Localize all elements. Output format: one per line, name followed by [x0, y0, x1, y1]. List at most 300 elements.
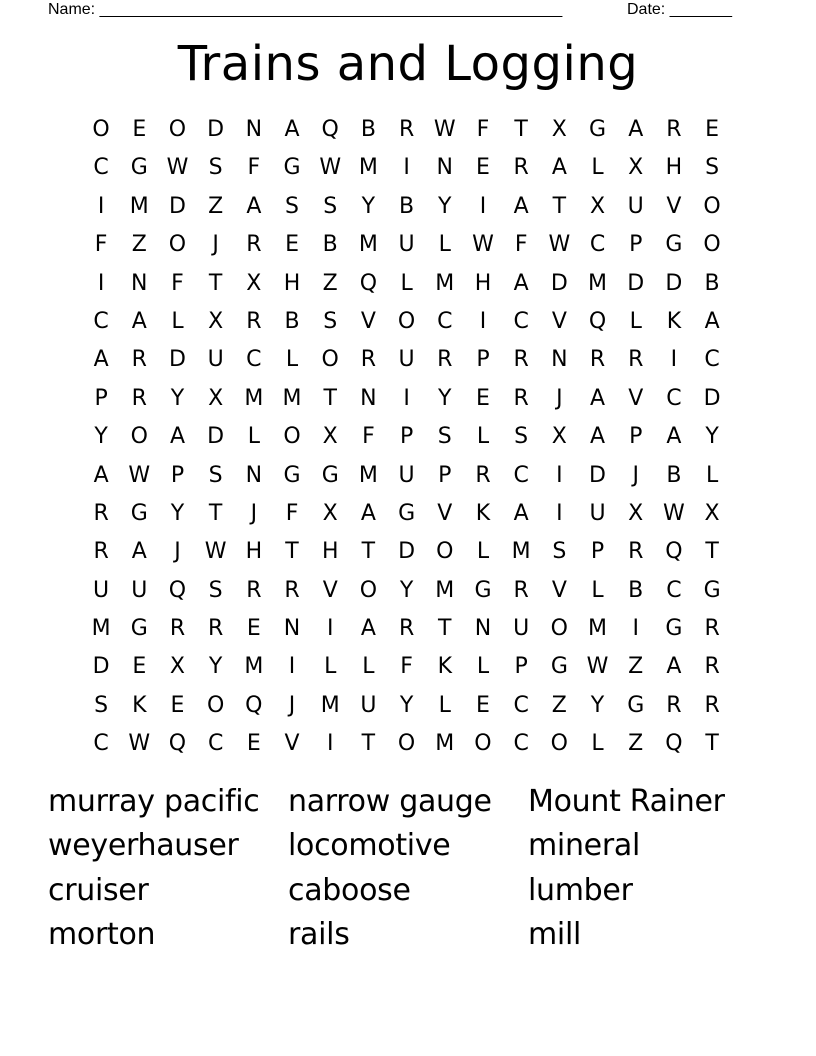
- grid-letter[interactable]: P: [438, 462, 452, 488]
- grid-letter[interactable]: I: [403, 155, 410, 181]
- grid-letter[interactable]: R: [93, 539, 109, 565]
- grid-letter[interactable]: A: [93, 462, 109, 488]
- grid-letter[interactable]: W: [663, 500, 685, 526]
- grid-letter[interactable]: H: [665, 155, 683, 181]
- grid-letter[interactable]: T: [438, 616, 452, 642]
- grid-letter[interactable]: L: [285, 347, 299, 373]
- grid-letter[interactable]: V: [322, 577, 338, 603]
- grid-letter[interactable]: G: [665, 232, 683, 258]
- grid-letter[interactable]: L: [362, 654, 375, 680]
- grid-letter[interactable]: T: [552, 193, 567, 219]
- grid-letter[interactable]: J: [212, 232, 219, 258]
- grid-letter[interactable]: L: [324, 654, 337, 680]
- grid-letter[interactable]: O: [168, 232, 187, 258]
- grid-letter[interactable]: R: [131, 385, 147, 411]
- grid-letter[interactable]: W: [204, 539, 227, 565]
- grid-letter[interactable]: W: [128, 731, 151, 757]
- grid-letter[interactable]: A: [590, 424, 606, 450]
- grid-letter[interactable]: H: [321, 539, 339, 565]
- grid-letter[interactable]: M: [588, 616, 608, 642]
- grid-letter[interactable]: C: [207, 731, 224, 757]
- grid-letter[interactable]: Y: [705, 424, 719, 450]
- grid-letter[interactable]: B: [360, 117, 376, 142]
- grid-letter[interactable]: M: [320, 692, 340, 718]
- grid-letter[interactable]: V: [551, 577, 567, 603]
- grid-letter[interactable]: F: [94, 232, 108, 258]
- grid-letter[interactable]: X: [322, 424, 338, 450]
- grid-letter[interactable]: F: [400, 654, 413, 680]
- grid-letter[interactable]: R: [360, 347, 377, 373]
- grid-letter[interactable]: R: [704, 692, 720, 718]
- grid-letter[interactable]: Z: [628, 731, 644, 757]
- grid-letter[interactable]: P: [399, 424, 414, 450]
- grid-letter[interactable]: T: [323, 385, 337, 411]
- grid-letter[interactable]: L: [629, 308, 642, 334]
- grid-letter[interactable]: G: [130, 155, 148, 181]
- grid-letter[interactable]: A: [513, 193, 529, 219]
- grid-letter[interactable]: L: [438, 692, 451, 718]
- grid-letter[interactable]: C: [513, 692, 529, 718]
- grid-letter[interactable]: E: [170, 692, 185, 718]
- grid-letter[interactable]: O: [168, 117, 187, 142]
- grid-letter[interactable]: M: [244, 654, 264, 680]
- grid-letter[interactable]: U: [513, 616, 530, 642]
- grid-letter[interactable]: Y: [208, 654, 223, 680]
- date-field-label[interactable]: Date: _______: [627, 1, 732, 18]
- grid-letter[interactable]: P: [94, 385, 108, 411]
- grid-letter[interactable]: A: [360, 500, 376, 526]
- grid-letter[interactable]: Y: [590, 692, 605, 718]
- grid-letter[interactable]: R: [704, 616, 720, 642]
- grid-letter[interactable]: D: [207, 424, 225, 450]
- grid-letter[interactable]: L: [438, 232, 451, 258]
- grid-letter[interactable]: O: [474, 731, 492, 757]
- grid-letter[interactable]: K: [475, 500, 491, 526]
- grid-letter[interactable]: K: [132, 692, 147, 718]
- grid-letter[interactable]: Q: [588, 308, 607, 334]
- grid-letter[interactable]: X: [169, 654, 185, 680]
- grid-letter[interactable]: Y: [361, 193, 376, 219]
- grid-letter[interactable]: R: [704, 654, 720, 680]
- grid-letter[interactable]: A: [666, 654, 682, 680]
- grid-letter[interactable]: S: [514, 424, 529, 450]
- grid-letter[interactable]: G: [703, 577, 721, 603]
- grid-letter[interactable]: B: [322, 232, 338, 258]
- grid-letter[interactable]: M: [282, 385, 302, 411]
- grid-letter[interactable]: Y: [94, 424, 108, 450]
- grid-letter[interactable]: I: [97, 193, 105, 219]
- grid-letter[interactable]: R: [437, 347, 453, 373]
- grid-letter[interactable]: A: [628, 117, 644, 142]
- word-bank-item: murray pacific: [48, 784, 260, 819]
- grid-letter[interactable]: A: [246, 193, 262, 219]
- grid-letter[interactable]: D: [168, 347, 186, 373]
- word-bank: [48, 780, 768, 958]
- grid-letter[interactable]: E: [476, 692, 490, 718]
- grid-letter[interactable]: Y: [438, 385, 452, 411]
- grid-letter[interactable]: V: [284, 731, 300, 757]
- grid-letter[interactable]: X: [551, 117, 567, 142]
- grid-letter[interactable]: R: [246, 232, 262, 258]
- grid-letter[interactable]: G: [130, 500, 148, 526]
- grid-letter[interactable]: S: [208, 462, 223, 488]
- grid-letter[interactable]: V: [437, 500, 453, 526]
- grid-letter[interactable]: O: [397, 308, 416, 334]
- grid-letter[interactable]: M: [129, 193, 149, 219]
- word-bank-item: caboose: [288, 872, 411, 908]
- grid-letter[interactable]: U: [131, 577, 148, 603]
- grid-letter[interactable]: S: [437, 424, 452, 450]
- grid-letter[interactable]: P: [590, 539, 605, 565]
- grid-letter[interactable]: C: [513, 731, 529, 757]
- header: [48, 0, 740, 20]
- grid-letter[interactable]: S: [285, 193, 300, 219]
- grid-letter[interactable]: Q: [665, 731, 683, 757]
- grid-letter[interactable]: R: [284, 577, 300, 603]
- grid-letter[interactable]: S: [552, 539, 567, 565]
- grid-letter[interactable]: D: [627, 270, 645, 296]
- grid-letter[interactable]: E: [476, 155, 490, 181]
- grid-letter[interactable]: B: [284, 308, 300, 334]
- grid-letter[interactable]: N: [283, 616, 301, 642]
- grid-letter[interactable]: A: [666, 424, 682, 450]
- grid-letter[interactable]: E: [246, 731, 261, 757]
- grid-letter[interactable]: Z: [628, 654, 644, 680]
- grid-letter[interactable]: Y: [438, 193, 452, 219]
- grid-letter[interactable]: R: [513, 385, 529, 411]
- grid-letter[interactable]: R: [246, 577, 262, 603]
- grid-letter[interactable]: X: [246, 270, 262, 296]
- grid-letter[interactable]: U: [627, 193, 644, 219]
- grid-letter[interactable]: B: [666, 462, 682, 488]
- grid-letter[interactable]: A: [131, 539, 147, 565]
- grid-letter[interactable]: R: [93, 500, 109, 526]
- grid-letter[interactable]: C: [513, 308, 529, 334]
- grid-letter[interactable]: R: [513, 347, 529, 373]
- grid-letter[interactable]: T: [705, 731, 719, 757]
- grid-letter[interactable]: R: [475, 462, 491, 488]
- grid-letter[interactable]: G: [283, 462, 301, 488]
- grid-letter[interactable]: W: [319, 155, 342, 181]
- grid-letter[interactable]: G: [550, 654, 568, 680]
- grid-letter[interactable]: O: [206, 692, 225, 718]
- grid-letter[interactable]: L: [476, 654, 490, 680]
- grid-letter[interactable]: K: [666, 308, 682, 334]
- grid-letter[interactable]: M: [435, 270, 455, 296]
- grid-letter[interactable]: A: [169, 424, 185, 450]
- grid-letter[interactable]: Y: [399, 577, 414, 603]
- grid-letter[interactable]: T: [208, 270, 223, 296]
- grid-letter[interactable]: A: [513, 270, 529, 296]
- grid-letter[interactable]: Q: [168, 577, 187, 603]
- grid-letter[interactable]: D: [665, 270, 683, 296]
- grid-letter[interactable]: A: [551, 155, 567, 181]
- grid-letter[interactable]: G: [627, 692, 645, 718]
- grid-letter[interactable]: Q: [665, 539, 683, 565]
- grid-letter[interactable]: R: [246, 308, 262, 334]
- word-bank-item: cruiser: [48, 872, 149, 908]
- grid-letter[interactable]: X: [322, 500, 338, 526]
- grid-letter[interactable]: H: [245, 539, 263, 565]
- grid-letter[interactable]: I: [556, 462, 563, 488]
- grid-letter[interactable]: P: [629, 232, 643, 258]
- grid-letter[interactable]: I: [288, 654, 296, 680]
- grid-letter[interactable]: Q: [359, 270, 378, 296]
- grid-letter[interactable]: C: [666, 577, 682, 603]
- grid-letter[interactable]: V: [666, 193, 682, 219]
- grid-letter[interactable]: A: [360, 616, 376, 642]
- grid-letter[interactable]: J: [632, 462, 639, 488]
- grid-letter[interactable]: C: [93, 731, 109, 757]
- grid-letter[interactable]: L: [171, 308, 184, 334]
- grid-letter[interactable]: W: [472, 232, 494, 258]
- grid-letter[interactable]: U: [360, 692, 377, 718]
- grid-letter[interactable]: U: [93, 577, 110, 603]
- grid-letter[interactable]: D: [589, 462, 606, 488]
- grid-letter[interactable]: L: [247, 424, 260, 450]
- grid-letter[interactable]: S: [208, 577, 223, 603]
- grid-letter[interactable]: L: [591, 731, 604, 757]
- grid-letter[interactable]: A: [131, 308, 147, 334]
- grid-letter[interactable]: W: [548, 232, 571, 258]
- grid-letter[interactable]: N: [245, 462, 263, 488]
- grid-letter[interactable]: G: [283, 155, 301, 181]
- grid-letter[interactable]: N: [245, 117, 263, 142]
- grid-letter[interactable]: M: [358, 462, 378, 488]
- grid-letter[interactable]: K: [437, 654, 452, 680]
- grid-letter[interactable]: E: [246, 616, 261, 642]
- grid-letter[interactable]: F: [362, 424, 375, 450]
- grid-letter[interactable]: T: [285, 539, 299, 565]
- grid-letter[interactable]: G: [398, 500, 416, 526]
- grid-letter[interactable]: I: [326, 731, 334, 757]
- grid-letter[interactable]: T: [361, 539, 376, 565]
- grid-letter[interactable]: G: [589, 117, 607, 142]
- grid-letter[interactable]: M: [91, 616, 111, 642]
- grid-letter[interactable]: O: [397, 731, 416, 757]
- grid-letter[interactable]: I: [670, 347, 678, 373]
- grid-letter[interactable]: P: [476, 347, 490, 373]
- grid-letter[interactable]: N: [474, 616, 492, 642]
- grid-letter[interactable]: J: [174, 539, 181, 565]
- grid-letter[interactable]: R: [131, 347, 147, 373]
- grid-letter[interactable]: G: [321, 462, 339, 488]
- name-field-label[interactable]: Name: ____________________________________________________: [48, 1, 563, 18]
- grid-letter[interactable]: R: [666, 692, 682, 718]
- grid-letter[interactable]: Y: [399, 692, 414, 718]
- grid-letter[interactable]: M: [511, 539, 531, 565]
- word-bank-item: mill: [528, 917, 582, 953]
- grid-letter[interactable]: X: [551, 424, 567, 450]
- grid-letter[interactable]: O: [703, 193, 721, 219]
- grid-letter[interactable]: E: [705, 117, 720, 142]
- word-bank-item: Mount Rainer: [528, 784, 725, 819]
- grid-letter[interactable]: X: [208, 385, 224, 411]
- grid-letter[interactable]: F: [285, 500, 299, 526]
- grid-letter[interactable]: W: [128, 462, 151, 488]
- grid-letter[interactable]: F: [476, 117, 490, 142]
- grid-letter[interactable]: L: [591, 155, 604, 181]
- grid-letter[interactable]: N: [436, 155, 454, 181]
- grid-letter[interactable]: D: [92, 654, 110, 680]
- grid-letter[interactable]: O: [550, 731, 568, 757]
- grid-letter[interactable]: E: [476, 385, 490, 411]
- grid-letter[interactable]: T: [705, 539, 719, 565]
- grid-letter[interactable]: P: [514, 654, 528, 680]
- grid-letter[interactable]: Z: [322, 270, 338, 296]
- grid-letter[interactable]: P: [629, 424, 643, 450]
- grid-letter[interactable]: Y: [170, 500, 185, 526]
- grid-letter[interactable]: R: [208, 616, 224, 642]
- grid-letter[interactable]: C: [93, 155, 109, 181]
- grid-letter[interactable]: B: [399, 193, 415, 219]
- grid-letter[interactable]: Q: [321, 117, 339, 142]
- grid-letter[interactable]: O: [92, 117, 110, 142]
- grid-letter[interactable]: D: [207, 117, 225, 142]
- grid-letter[interactable]: A: [513, 500, 529, 526]
- grid-letter[interactable]: H: [283, 270, 301, 296]
- grid-letter[interactable]: I: [403, 385, 410, 411]
- grid-letter[interactable]: F: [171, 270, 184, 296]
- grid-letter[interactable]: A: [93, 347, 109, 373]
- grid-letter[interactable]: Q: [168, 731, 187, 757]
- grid-letter[interactable]: E: [132, 117, 147, 142]
- grid-letter[interactable]: M: [435, 731, 455, 757]
- grid-letter[interactable]: O: [283, 424, 301, 450]
- grid-letter[interactable]: D: [703, 385, 721, 411]
- grid-letter[interactable]: J: [288, 692, 296, 718]
- grid-letter[interactable]: V: [360, 308, 376, 334]
- grid-letter[interactable]: O: [550, 616, 568, 642]
- grid-letter[interactable]: L: [400, 270, 413, 296]
- grid-letter[interactable]: T: [208, 500, 223, 526]
- grid-letter[interactable]: X: [628, 155, 644, 181]
- grid-letter[interactable]: S: [208, 155, 223, 181]
- grid-letter[interactable]: V: [628, 385, 644, 411]
- grid-letter[interactable]: W: [166, 155, 189, 181]
- grid-letter[interactable]: A: [704, 308, 720, 334]
- grid-letter[interactable]: C: [513, 462, 529, 488]
- grid-letter[interactable]: U: [398, 347, 415, 373]
- grid-letter[interactable]: B: [628, 577, 644, 603]
- grid-letter[interactable]: W: [586, 654, 609, 680]
- grid-letter[interactable]: G: [474, 577, 492, 603]
- grid-letter[interactable]: T: [514, 117, 528, 142]
- grid-letter[interactable]: T: [361, 731, 376, 757]
- grid-letter[interactable]: P: [170, 462, 185, 488]
- grid-letter[interactable]: S: [705, 155, 720, 181]
- grid-letter[interactable]: V: [551, 308, 567, 334]
- grid-letter[interactable]: I: [479, 308, 487, 334]
- grid-letter[interactable]: C: [704, 347, 720, 373]
- grid-letter[interactable]: R: [513, 577, 529, 603]
- grid-letter[interactable]: I: [479, 193, 487, 219]
- grid-letter[interactable]: S: [94, 692, 109, 718]
- grid-letter[interactable]: Y: [170, 385, 185, 411]
- grid-letter[interactable]: I: [632, 616, 639, 642]
- grid-letter[interactable]: R: [628, 539, 644, 565]
- grid-letter[interactable]: G: [130, 616, 148, 642]
- grid-letter[interactable]: C: [93, 308, 109, 334]
- grid-letter[interactable]: O: [359, 577, 378, 603]
- grid-letter[interactable]: M: [358, 155, 378, 181]
- grid-letter[interactable]: B: [704, 270, 720, 296]
- grid-letter[interactable]: G: [665, 616, 683, 642]
- grid-letter[interactable]: N: [551, 347, 568, 373]
- grid-letter[interactable]: I: [326, 616, 334, 642]
- grid-letter[interactable]: O: [703, 232, 721, 258]
- grid-letter[interactable]: R: [169, 616, 186, 642]
- grid-letter[interactable]: Z: [131, 232, 147, 258]
- grid-letter[interactable]: O: [321, 347, 339, 373]
- grid-letter[interactable]: S: [323, 193, 338, 219]
- grid-letter[interactable]: X: [208, 308, 224, 334]
- grid-letter[interactable]: N: [131, 270, 148, 296]
- grid-letter[interactable]: M: [588, 270, 608, 296]
- grid-letter[interactable]: L: [476, 539, 490, 565]
- grid-letter[interactable]: J: [250, 500, 258, 526]
- grid-letter[interactable]: C: [246, 347, 262, 373]
- grid-letter[interactable]: Z: [551, 692, 567, 718]
- grid-letter[interactable]: X: [704, 500, 720, 526]
- grid-letter[interactable]: D: [398, 539, 416, 565]
- grid-letter[interactable]: U: [398, 462, 415, 488]
- grid-letter[interactable]: D: [550, 270, 568, 296]
- grid-letter[interactable]: I: [556, 500, 563, 526]
- grid-letter[interactable]: A: [284, 117, 300, 142]
- grid-letter[interactable]: C: [589, 232, 606, 258]
- grid-letter[interactable]: M: [244, 385, 264, 411]
- grid-letter[interactable]: R: [666, 117, 682, 142]
- page-title: Trains and Logging: [177, 36, 639, 92]
- grid-letter[interactable]: L: [705, 462, 719, 488]
- word-bank-item: mineral: [528, 828, 640, 864]
- grid-letter[interactable]: R: [398, 616, 415, 642]
- grid-letter[interactable]: Z: [208, 193, 224, 219]
- grid-letter[interactable]: F: [247, 155, 261, 181]
- grid-letter[interactable]: R: [398, 117, 415, 142]
- grid-letter[interactable]: R: [589, 347, 606, 373]
- grid-letter[interactable]: R: [513, 155, 529, 181]
- grid-letter[interactable]: C: [666, 385, 682, 411]
- grid-letter[interactable]: U: [589, 500, 606, 526]
- grid-letter[interactable]: C: [437, 308, 453, 334]
- grid-letter[interactable]: Q: [245, 692, 263, 718]
- grid-letter[interactable]: X: [628, 500, 644, 526]
- grid-letter[interactable]: X: [589, 193, 606, 219]
- grid-letter[interactable]: L: [591, 577, 604, 603]
- grid-letter[interactable]: F: [514, 232, 528, 258]
- grid-letter[interactable]: I: [97, 270, 105, 296]
- grid-letter[interactable]: E: [132, 654, 147, 680]
- grid-letter[interactable]: D: [168, 193, 186, 219]
- grid-letter[interactable]: W: [433, 117, 456, 142]
- grid-letter[interactable]: U: [207, 347, 224, 373]
- grid-letter[interactable]: J: [556, 385, 563, 411]
- grid-letter[interactable]: L: [476, 424, 490, 450]
- grid-letter[interactable]: O: [130, 424, 148, 450]
- grid-letter[interactable]: S: [323, 308, 338, 334]
- grid-letter[interactable]: N: [360, 385, 377, 411]
- grid-letter[interactable]: O: [436, 539, 454, 565]
- grid-letter[interactable]: M: [358, 232, 378, 258]
- grid-letter[interactable]: R: [628, 347, 644, 373]
- grid-letter[interactable]: M: [435, 577, 455, 603]
- grid-letter[interactable]: H: [474, 270, 492, 296]
- grid-letter[interactable]: U: [398, 232, 415, 258]
- grid-letter[interactable]: E: [285, 232, 299, 258]
- grid-letter[interactable]: A: [590, 385, 606, 411]
